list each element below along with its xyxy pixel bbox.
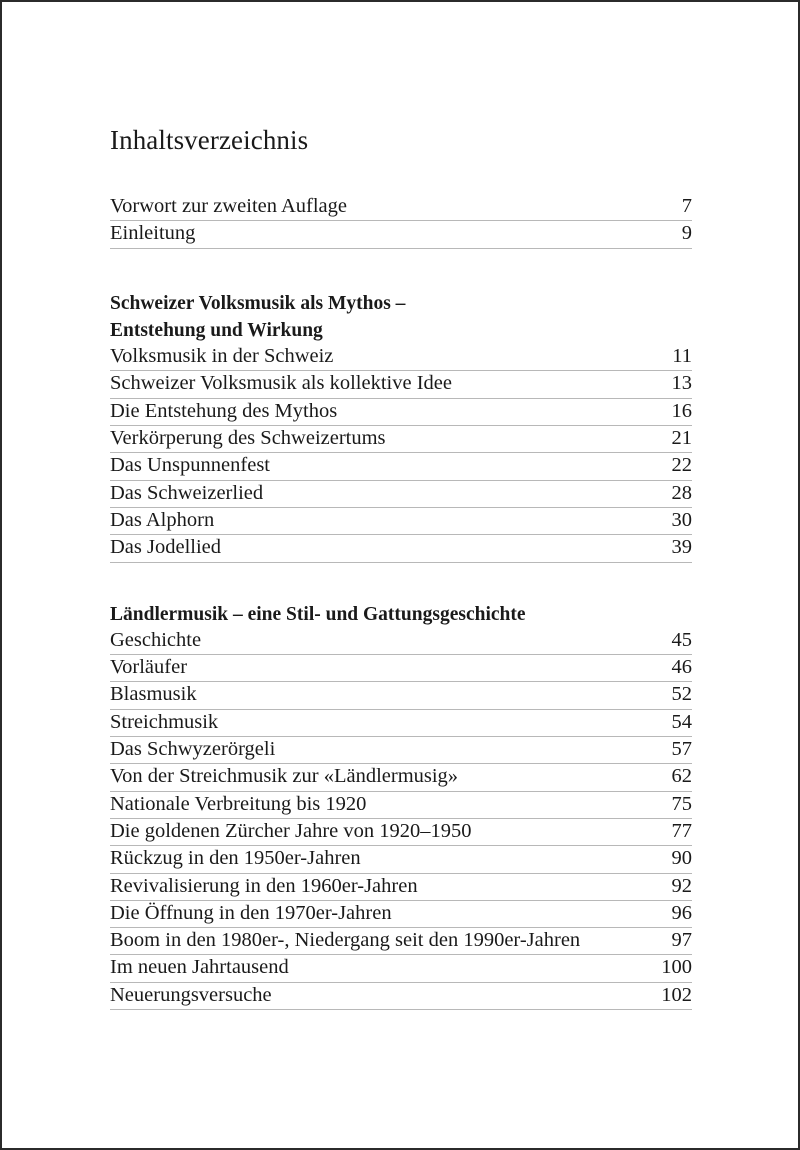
front-matter bbox=[110, 194, 692, 249]
section-heading bbox=[110, 601, 692, 628]
toc-entry[interactable] bbox=[110, 737, 692, 764]
entry-title: Einleitung bbox=[110, 222, 196, 245]
entry-page-number: 30 bbox=[671, 508, 692, 531]
entry-title: Rückzug in den 1950er-Jahren bbox=[110, 847, 361, 870]
entry-page-number: 90 bbox=[671, 847, 692, 870]
entry-title: Verkörperung des Schweizertums bbox=[110, 427, 386, 450]
section-heading-line: Entstehung und Wirkung bbox=[110, 319, 323, 341]
entry-page-number: 97 bbox=[671, 929, 692, 952]
entry-title: Vorwort zur zweiten Auflage bbox=[110, 195, 348, 217]
entry-title: Geschichte bbox=[110, 628, 202, 651]
toc-entry[interactable] bbox=[110, 344, 692, 371]
toc-entry[interactable] bbox=[110, 983, 692, 1010]
entry-title: Nationale Verbreitung bis 1920 bbox=[110, 792, 367, 815]
toc-entry[interactable] bbox=[110, 819, 692, 846]
entry-title: Das Schwyzerörgeli bbox=[110, 738, 276, 761]
entry-page-number: 9 bbox=[681, 222, 692, 245]
toc-entry[interactable] bbox=[110, 426, 692, 453]
entry-page-number: 39 bbox=[671, 536, 692, 559]
entry-page-number: 22 bbox=[671, 454, 692, 477]
section-volksmusik-mythos bbox=[110, 290, 692, 563]
entry-title: Streichmusik bbox=[110, 710, 219, 733]
section-heading-line: Ländlermusik – eine Stil- und Gattungsgeschichte bbox=[110, 603, 526, 625]
entry-title: Das Alphorn bbox=[110, 508, 215, 531]
entry-title: Schweizer Volksmusik als kollektive Idee bbox=[110, 372, 452, 395]
toc-entry[interactable] bbox=[110, 628, 692, 655]
entry-page-number: 52 bbox=[671, 683, 692, 706]
toc-entry[interactable] bbox=[110, 453, 692, 480]
toc-entry[interactable] bbox=[110, 194, 692, 221]
entry-title: Volksmusik in der Schweiz bbox=[110, 345, 334, 368]
toc-entry[interactable] bbox=[110, 955, 692, 982]
entry-page-number: 62 bbox=[671, 765, 692, 788]
entry-title: Im neuen Jahrtausend bbox=[110, 956, 289, 979]
toc-entry[interactable] bbox=[110, 655, 692, 682]
toc-entry[interactable] bbox=[110, 901, 692, 928]
entry-page-number: 77 bbox=[671, 819, 692, 842]
entry-page-number: 11 bbox=[672, 345, 692, 368]
toc-entry[interactable] bbox=[110, 399, 692, 426]
entry-page-number: 57 bbox=[671, 738, 692, 761]
toc-entry[interactable] bbox=[110, 846, 692, 873]
entry-title: Das Unspunnenfest bbox=[110, 454, 270, 477]
entry-page-number: 102 bbox=[661, 983, 692, 1006]
toc-entry[interactable] bbox=[110, 535, 692, 562]
toc-entry[interactable] bbox=[110, 792, 692, 819]
entry-title: Revivalisierung in den 1960er-Jahren bbox=[110, 874, 418, 897]
toc-entry[interactable] bbox=[110, 710, 692, 737]
toc-entry[interactable] bbox=[110, 481, 692, 508]
toc-entry[interactable] bbox=[110, 508, 692, 535]
section-laendlermusik bbox=[110, 601, 692, 1010]
entry-page-number: 13 bbox=[671, 372, 692, 395]
entry-page-number: 7 bbox=[681, 195, 692, 217]
entry-title: Die Öffnung in den 1970er-Jahren bbox=[110, 901, 392, 924]
toc-entry[interactable] bbox=[110, 682, 692, 709]
entry-page-number: 54 bbox=[671, 710, 692, 733]
page-title: Inhaltsverzeichnis bbox=[110, 125, 309, 155]
entry-title: Die goldenen Zürcher Jahre von 1920–1950 bbox=[110, 819, 472, 842]
entry-title: Neuerungsversuche bbox=[110, 983, 272, 1006]
entry-page-number: 100 bbox=[661, 956, 692, 979]
entry-page-number: 46 bbox=[671, 656, 692, 679]
table-of-contents bbox=[110, 120, 692, 1010]
entry-page-number: 75 bbox=[671, 792, 692, 815]
entry-page-number: 45 bbox=[671, 628, 692, 651]
toc-entry[interactable] bbox=[110, 371, 692, 398]
toc-entry[interactable] bbox=[110, 764, 692, 791]
book-page bbox=[2, 2, 798, 1148]
toc-entry[interactable] bbox=[110, 874, 692, 901]
toc-entry[interactable] bbox=[110, 928, 692, 955]
entry-page-number: 92 bbox=[671, 874, 692, 897]
toc-entry[interactable] bbox=[110, 221, 692, 248]
entry-page-number: 16 bbox=[671, 399, 692, 422]
entry-page-number: 28 bbox=[671, 481, 692, 504]
entry-title: Das Jodellied bbox=[110, 536, 222, 559]
entry-title: Die Entstehung des Mythos bbox=[110, 399, 338, 422]
entry-page-number: 21 bbox=[671, 427, 692, 450]
entry-page-number: 96 bbox=[671, 901, 692, 924]
section-heading bbox=[110, 290, 692, 345]
entry-title: Boom in den 1980er-, Niedergang seit den 1990er-Jahren bbox=[110, 929, 581, 952]
entry-title: Von der Streichmusik zur «Ländlermusig» bbox=[110, 765, 459, 788]
entry-title: Das Schweizerlied bbox=[110, 481, 264, 504]
section-heading-line: Schweizer Volksmusik als Mythos – bbox=[110, 292, 406, 314]
entry-title: Vorläufer bbox=[110, 656, 188, 679]
entry-title: Blasmusik bbox=[110, 683, 197, 706]
